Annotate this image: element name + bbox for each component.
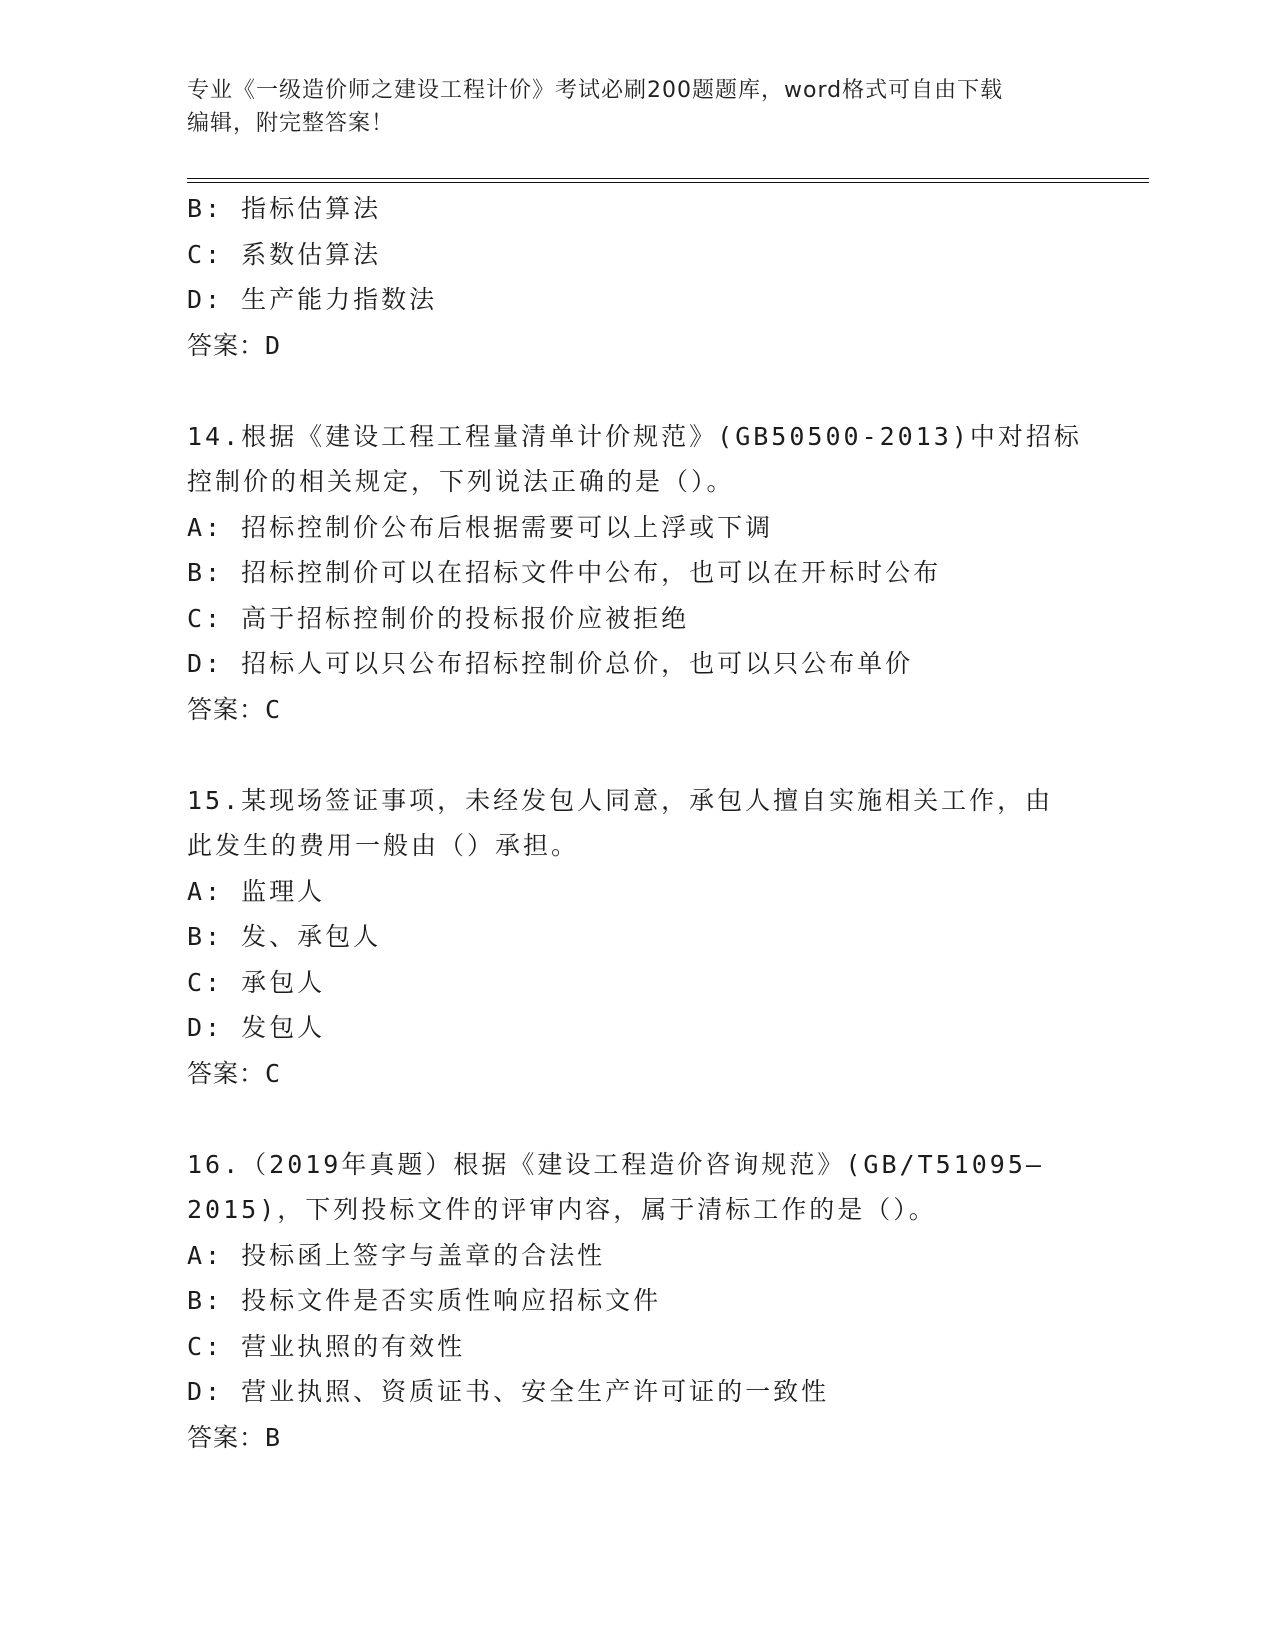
option-c: C: 承包人 bbox=[187, 967, 326, 997]
question-15 bbox=[187, 778, 1087, 1097]
answer-line bbox=[187, 323, 1087, 369]
question-16 bbox=[187, 1142, 1087, 1461]
option-b: B: 投标文件是否实质性响应招标文件 bbox=[187, 1286, 662, 1315]
answer-line bbox=[187, 1051, 1087, 1097]
option-d: D: 生产能力指数法 bbox=[187, 285, 438, 314]
question-stem-line-2: 控制价的相关规定，下列说法正确的是（）。 bbox=[187, 467, 735, 496]
option-a: A: 监理人 bbox=[187, 876, 326, 906]
answer-line bbox=[187, 1415, 1087, 1461]
question-list bbox=[187, 186, 1087, 1460]
answer-label: 答案： bbox=[187, 694, 266, 724]
document-header bbox=[187, 74, 1067, 140]
answer-value: C bbox=[265, 694, 282, 724]
question-14 bbox=[187, 414, 1087, 733]
option-d: D: 营业执照、资质证书、安全生产许可证的一致性 bbox=[187, 1377, 830, 1406]
question-stem-line-1: 14.根据《建设工程工程量清单计价规范》(GB50500-2013)中对招标 bbox=[187, 421, 1082, 451]
option-b: B: 发、承包人 bbox=[187, 922, 382, 951]
header-double-rule bbox=[187, 178, 1149, 183]
option-d: D: 招标人可以只公布招标控制价总价，也可以只公布单价 bbox=[187, 649, 914, 678]
option-c: C: 营业执照的有效性 bbox=[187, 1331, 466, 1361]
option-c: C: 系数估算法 bbox=[187, 239, 382, 269]
option-a: A: 招标控制价公布后根据需要可以上浮或下调 bbox=[187, 512, 774, 542]
question-stem-line-2: 此发生的费用一般由（）承担。 bbox=[187, 831, 580, 860]
question-13 bbox=[187, 186, 1087, 368]
answer-value: C bbox=[265, 1058, 282, 1088]
option-b: B: 指标估算法 bbox=[187, 194, 382, 223]
answer-value: B bbox=[265, 1422, 282, 1452]
question-stem-line-1: 15.某现场签证事项，未经发包人同意，承包人擅自实施相关工作，由 bbox=[187, 785, 1054, 815]
answer-value: D bbox=[265, 330, 282, 360]
answer-line bbox=[187, 687, 1087, 733]
header-line-1: 专业《一级造价师之建设工程计价》考试必刷200题题库，word格式可自由下载 bbox=[187, 78, 1004, 103]
question-stem-line-2: 2015)，下列投标文件的评审内容，属于清标工作的是（）。 bbox=[187, 1195, 937, 1224]
option-a: A: 投标函上签字与盖章的合法性 bbox=[187, 1240, 606, 1270]
option-d: D: 发包人 bbox=[187, 1013, 326, 1042]
answer-label: 答案： bbox=[187, 1422, 266, 1452]
header-line-2: 编辑，附完整答案！ bbox=[187, 111, 395, 136]
answer-label: 答案： bbox=[187, 330, 266, 360]
option-c: C: 高于招标控制价的投标报价应被拒绝 bbox=[187, 603, 690, 633]
question-stem-line-1: 16.（2019年真题）根据《建设工程造价咨询规范》(GB/T51095— bbox=[187, 1149, 1044, 1179]
option-b: B: 招标控制价可以在招标文件中公布，也可以在开标时公布 bbox=[187, 558, 942, 587]
answer-label: 答案： bbox=[187, 1058, 266, 1088]
